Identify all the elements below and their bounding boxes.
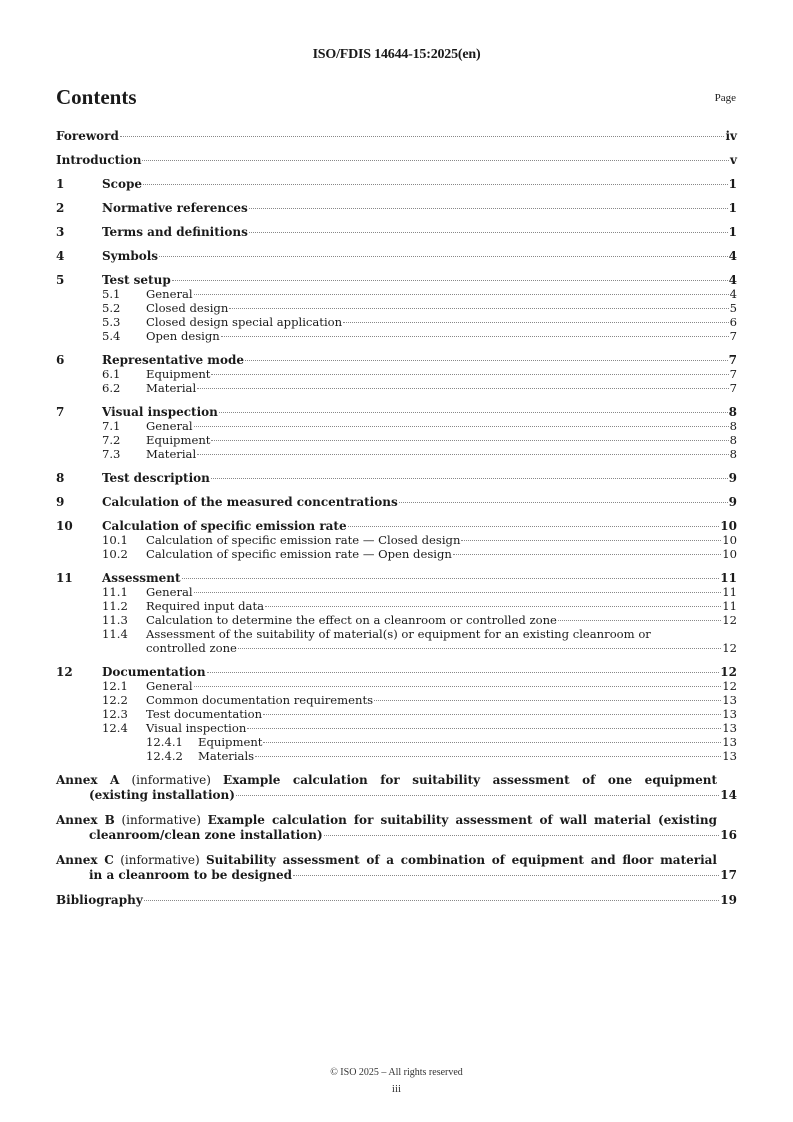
toc-number: 12.3 — [102, 707, 128, 721]
toc-title: Test setup — [102, 273, 171, 287]
toc-subentry[interactable] — [56, 433, 737, 447]
dot-leader — [207, 672, 720, 673]
dot-leader — [247, 728, 721, 729]
dot-leader — [265, 606, 721, 607]
toc-entry-test-setup[interactable] — [56, 273, 737, 287]
toc-number: 6.2 — [102, 381, 121, 395]
dot-leader — [263, 714, 721, 715]
annex-type: (informative) — [120, 853, 200, 867]
dot-leader — [324, 835, 720, 836]
toc-number: 5.1 — [102, 287, 121, 301]
toc-number: 8 — [56, 471, 65, 485]
dot-leader — [249, 208, 728, 209]
toc-number: 11.4 — [102, 627, 128, 641]
page-number: iii — [391, 1083, 402, 1095]
toc-entry-bibliography[interactable] — [56, 893, 737, 907]
toc-entry-test-description[interactable] — [56, 471, 737, 485]
toc-page: 13 — [722, 693, 737, 707]
toc-title: Calculation of specific emission rate — Open design — [146, 547, 452, 561]
toc-page: 11 — [720, 571, 737, 585]
toc-subentry[interactable] — [56, 599, 737, 613]
toc-title: Calculation of specific emission rate — [102, 519, 347, 533]
toc-page: 17 — [720, 868, 737, 882]
annex-title-continued: (existing installation) — [89, 788, 235, 802]
dot-leader — [249, 232, 728, 233]
toc-number: 5.2 — [102, 301, 121, 315]
toc-title: Test documentation — [146, 707, 263, 721]
toc-entry-foreword[interactable] — [56, 129, 737, 143]
dot-leader — [558, 620, 721, 621]
toc-title: Visual inspection — [102, 405, 218, 419]
dot-leader — [194, 426, 729, 427]
toc-subentry[interactable] — [56, 301, 737, 315]
toc-number: 7.2 — [102, 433, 121, 447]
toc-title: General — [146, 287, 193, 301]
toc-page: 12 — [722, 613, 737, 627]
dot-leader — [348, 526, 720, 527]
dot-leader — [182, 578, 720, 579]
toc-subentry[interactable] — [56, 287, 737, 301]
dot-leader — [211, 374, 728, 375]
toc-page: iv — [725, 129, 737, 143]
toc-page: 4 — [728, 273, 737, 287]
toc-entry-annex-c[interactable] — [56, 853, 737, 883]
toc-entry-measured-concentrations[interactable] — [56, 495, 737, 509]
toc-title-continued: controlled zone — [146, 641, 237, 655]
toc-page: 6 — [729, 315, 737, 329]
toc-page: 5 — [729, 301, 737, 315]
toc-page: 11 — [722, 599, 737, 613]
toc-entry-annex-a[interactable] — [56, 773, 737, 803]
toc-page: 9 — [728, 471, 737, 485]
annex-type: (informative) — [131, 773, 211, 787]
toc-subentry[interactable] — [56, 707, 737, 721]
annex-title: Example calculation for suitability assessment of one equipment — [223, 773, 717, 787]
toc-number: 11.3 — [102, 613, 128, 627]
document-header: ISO/FDIS 14644-15:2025(en) — [312, 47, 481, 62]
toc-title: Open design — [146, 329, 220, 343]
toc-number: 12 — [56, 665, 73, 679]
annex-title-continued: in a cleanroom to be designed — [89, 868, 293, 882]
toc-page: 13 — [722, 721, 737, 735]
annex-label: Annex C — [56, 853, 114, 867]
toc-title: Closed design special application — [146, 315, 343, 329]
toc-entry-documentation[interactable] — [56, 665, 737, 679]
annex-title: Suitability assessment of a combination of equipment and floor material — [206, 853, 717, 867]
toc-subentry[interactable] — [56, 613, 737, 627]
toc-entry-assessment[interactable] — [56, 571, 737, 585]
annex-title: Example calculation for suitability assessment of wall material (existing — [207, 813, 717, 827]
toc-number: 11 — [56, 571, 73, 585]
dot-leader — [245, 360, 728, 361]
toc-page: 12 — [722, 679, 737, 693]
dot-leader — [211, 478, 728, 479]
toc-title: Material — [146, 447, 197, 461]
toc-page: 13 — [722, 707, 737, 721]
toc-subsubentry[interactable] — [56, 749, 737, 763]
toc-page: 12 — [722, 641, 737, 655]
toc-number: 10 — [56, 519, 73, 533]
dot-leader — [238, 648, 721, 649]
toc-subentry[interactable] — [56, 419, 737, 433]
dot-leader — [144, 900, 720, 901]
dot-leader — [255, 756, 721, 757]
toc-subentry[interactable] — [56, 693, 737, 707]
toc-title: Representative mode — [102, 353, 245, 367]
toc-number: 12.4.2 — [146, 749, 183, 763]
toc-title: Common documentation requirements — [146, 693, 374, 707]
toc-subentry[interactable] — [56, 381, 737, 395]
dot-leader — [120, 136, 725, 137]
toc-entry-terms-and-definitions[interactable] — [56, 225, 737, 239]
toc-page: 7 — [729, 367, 737, 381]
dot-leader — [461, 540, 721, 541]
toc-title: Closed design — [146, 301, 229, 315]
toc-title: Equipment — [146, 367, 211, 381]
toc-title: Introduction — [56, 153, 142, 167]
annex-type: (informative) — [121, 813, 201, 827]
toc-page: 8 — [729, 433, 737, 447]
toc-page: 10 — [720, 519, 737, 533]
toc-page: 14 — [720, 788, 737, 802]
toc-number: 10.1 — [102, 533, 128, 547]
toc-page: 7 — [728, 353, 737, 367]
toc-page: 13 — [722, 749, 737, 763]
toc-number: 1 — [56, 177, 65, 191]
dot-leader — [219, 412, 728, 413]
toc-page: 1 — [728, 225, 737, 239]
toc-entry-annex-b[interactable] — [56, 813, 737, 843]
toc-title: Assessment — [102, 571, 181, 585]
toc-number: 7 — [56, 405, 65, 419]
page-column-label: Page — [714, 92, 736, 104]
toc-title: Equipment — [146, 433, 211, 447]
toc-entry-visual-inspection[interactable] — [56, 405, 737, 419]
toc-page: 19 — [720, 893, 737, 907]
toc-subentry[interactable] — [56, 721, 737, 735]
toc-page: 9 — [728, 495, 737, 509]
toc-number: 7.3 — [102, 447, 121, 461]
dot-leader — [197, 388, 728, 389]
toc-number: 12.1 — [102, 679, 128, 693]
toc-number: 12.4 — [102, 721, 128, 735]
toc-title: Scope — [102, 177, 143, 191]
toc-page: 16 — [720, 828, 737, 842]
dot-leader — [343, 322, 728, 323]
toc-subentry[interactable] — [56, 547, 737, 561]
toc-entry-symbols[interactable] — [56, 249, 737, 263]
toc-page: 10 — [722, 533, 737, 547]
toc-subsubentry[interactable] — [56, 735, 737, 749]
toc-subentry[interactable] — [56, 447, 737, 461]
toc-entry-normative-references[interactable] — [56, 201, 737, 215]
dot-leader — [143, 184, 728, 185]
toc-subentry[interactable] — [56, 679, 737, 693]
annex-title-continued: cleanroom/clean zone installation) — [89, 828, 323, 842]
toc-subentry[interactable] — [56, 329, 737, 343]
toc-page: 8 — [728, 405, 737, 419]
toc-page: 7 — [729, 329, 737, 343]
dot-leader — [374, 700, 721, 701]
toc-number: 6 — [56, 353, 65, 367]
toc-number: 12.4.1 — [146, 735, 183, 749]
toc-title: Equipment — [198, 735, 263, 749]
dot-leader — [293, 875, 719, 876]
toc-page: 12 — [720, 665, 737, 679]
toc-title: Symbols — [102, 249, 159, 263]
toc-title: Calculation of specific emission rate — Closed design — [146, 533, 461, 547]
toc-entry-specific-emission-rate[interactable] — [56, 519, 737, 533]
toc-number: 10.2 — [102, 547, 128, 561]
toc-title: Foreword — [56, 129, 119, 143]
dot-leader — [229, 308, 728, 309]
toc-title: General — [146, 679, 193, 693]
toc-number: 11.1 — [102, 585, 128, 599]
toc-page: 11 — [722, 585, 737, 599]
dot-leader — [142, 160, 729, 161]
dot-leader — [194, 686, 722, 687]
toc-number: 12.2 — [102, 693, 128, 707]
toc-subentry[interactable] — [56, 315, 737, 329]
dot-leader — [172, 280, 728, 281]
table-of-contents — [56, 129, 737, 907]
annex-label: Annex A — [56, 773, 120, 787]
toc-entry-introduction[interactable] — [56, 153, 737, 167]
toc-title: Normative references — [102, 201, 248, 215]
toc-number: 5.4 — [102, 329, 121, 343]
toc-number: 3 — [56, 225, 65, 239]
toc-subentry[interactable] — [56, 533, 737, 547]
toc-title: Materials — [198, 749, 255, 763]
contents-heading: Contents — [56, 85, 137, 109]
toc-page: 1 — [728, 177, 737, 191]
toc-number: 11.2 — [102, 599, 128, 613]
toc-page: 7 — [729, 381, 737, 395]
toc-entry-scope[interactable] — [56, 177, 737, 191]
toc-page: 10 — [722, 547, 737, 561]
toc-title: Test description — [102, 471, 210, 485]
toc-title: Calculation to determine the effect on a cleanroom or controlled zone — [146, 613, 557, 627]
annex-label: Annex B — [56, 813, 115, 827]
dot-leader — [263, 742, 721, 743]
dot-leader — [221, 336, 729, 337]
toc-page: 8 — [729, 447, 737, 461]
toc-page: 4 — [728, 249, 737, 263]
toc-number: 6.1 — [102, 367, 121, 381]
toc-entry-representative-mode[interactable] — [56, 353, 737, 367]
toc-title: General — [146, 585, 193, 599]
dot-leader — [236, 795, 719, 796]
dot-leader — [194, 294, 729, 295]
toc-page: 1 — [728, 201, 737, 215]
dot-leader — [194, 592, 722, 593]
toc-page: v — [730, 153, 737, 167]
dot-leader — [453, 554, 721, 555]
toc-number: 9 — [56, 495, 65, 509]
toc-title: Assessment of the suitability of material(s) or equipment for an existing cleanroom or — [146, 627, 651, 641]
toc-number: 7.1 — [102, 419, 121, 433]
toc-title: Bibliography — [56, 893, 143, 907]
toc-subentry[interactable] — [56, 627, 737, 655]
toc-title: Required input data — [146, 599, 265, 613]
toc-title: Visual inspection — [146, 721, 247, 735]
toc-title: General — [146, 419, 193, 433]
toc-number: 4 — [56, 249, 65, 263]
toc-page: 8 — [729, 419, 737, 433]
toc-page: 4 — [729, 287, 737, 301]
toc-number: 5 — [56, 273, 65, 287]
toc-subentry[interactable] — [56, 367, 737, 381]
toc-title: Documentation — [102, 665, 206, 679]
dot-leader — [211, 440, 728, 441]
dot-leader — [159, 256, 728, 257]
dot-leader — [197, 454, 728, 455]
toc-title: Calculation of the measured concentrations — [102, 495, 398, 509]
toc-subentry[interactable] — [56, 585, 737, 599]
copyright-notice: © ISO 2025 – All rights reserved — [330, 1067, 463, 1078]
toc-number: 5.3 — [102, 315, 121, 329]
toc-number: 2 — [56, 201, 65, 215]
toc-page: 13 — [722, 735, 737, 749]
toc-title: Material — [146, 381, 197, 395]
toc-title: Terms and definitions — [102, 225, 248, 239]
dot-leader — [399, 502, 728, 503]
